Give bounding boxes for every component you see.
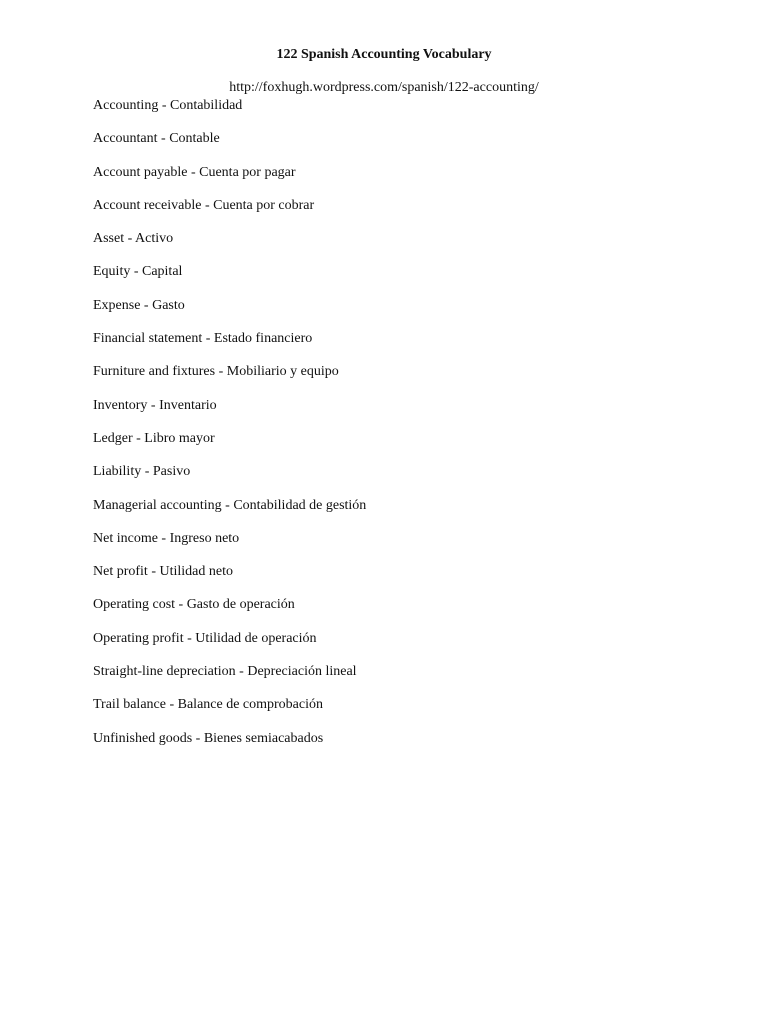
vocab-entry: Operating cost - Gasto de operación [93,597,295,613]
vocab-entry: Inventory - Inventario [93,397,217,413]
vocab-entry: Asset - Activo [93,231,174,247]
vocab-entry: Expense - Gasto [93,297,185,313]
vocab-entry: Straight-line depreciation - Depreciación lineal [93,664,357,680]
vocab-entry: Managerial accounting - Contabilidad de gestión [93,497,367,513]
vocabulary-list [93,96,366,762]
vocab-entry: Equity - Capital [93,264,183,280]
vocab-entry: Operating profit - Utilidad de operación [93,630,317,646]
vocab-entry: Trail balance - Balance de comprobación [93,697,324,713]
vocab-entry: Accountant - Contable [93,131,220,147]
vocab-entry: Account receivable - Cuenta por cobrar [93,197,315,213]
vocab-entry: Ledger - Libro mayor [93,430,215,446]
vocab-entry: Net income - Ingreso neto [93,530,240,546]
vocab-entry: Accounting - Contabilidad [93,98,243,113]
vocab-entry: Financial statement - Estado financiero [93,331,313,347]
source-url: http://foxhugh.wordpress.com/spanish/122-accounting/ [229,80,539,95]
vocab-entry: Unfinished goods - Bienes semiacabados [93,730,324,746]
document-title: 122 Spanish Accounting Vocabulary [276,47,492,62]
vocab-entry: Furniture and fixtures - Mobiliario y equipo [93,364,339,380]
vocab-entry: Liability - Pasivo [93,464,191,480]
vocab-entry: Account payable - Cuenta por pagar [93,164,296,180]
vocab-entry: Net profit - Utilidad neto [93,564,233,580]
